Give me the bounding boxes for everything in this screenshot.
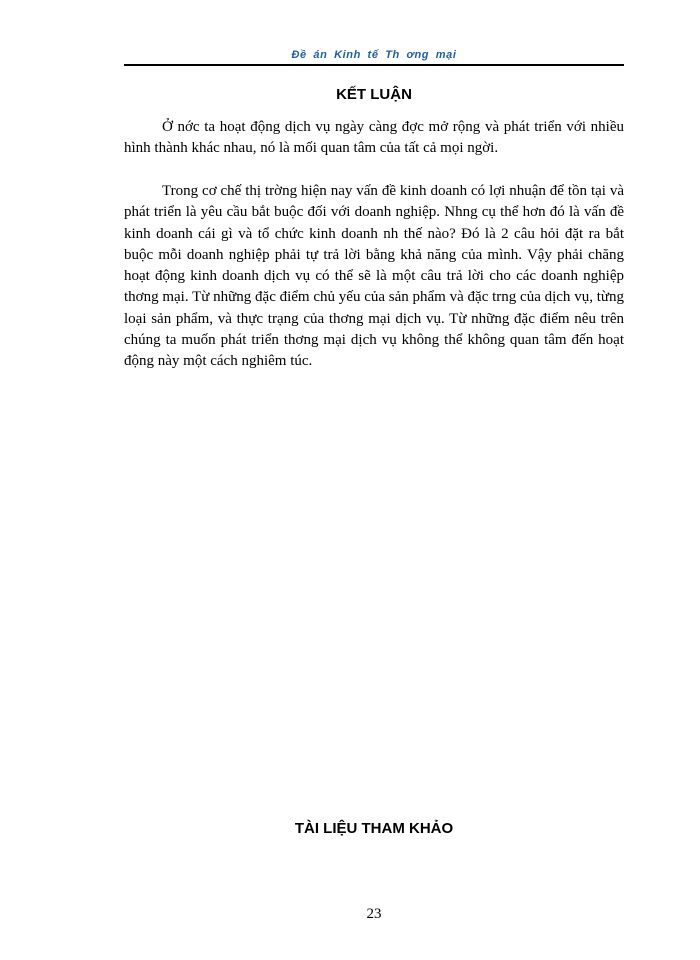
references-heading: TÀI LIỆU THAM KHẢO: [294, 820, 454, 837]
header-rule: [124, 64, 624, 66]
conclusion-paragraph-2: Trong cơ chế thị trờng hiện nay vấn đề kinh doanh có lợi nhuận để tồn tại và phát triển là yêu cầu bắt buộc đối với doanh nghiệp. Nhng cụ thể hơn đó là vấn đề kinh doanh cái gì và tổ chức kinh doanh nh thế nào? Đó là 2 câu hỏi đặt ra bắt buộc mỗi doanh nghiệp phải tự trả lời bằng khả năng của mình. Vậy phải chăng hoạt động kinh doanh dịch vụ có thể sẽ là một câu trả lời cho các doanh nghiệp thơng mại. Từ những đặc điểm chủ yếu của sản phẩm và đặc trng của dịch vụ, từng loại sản phẩm, và thực trạng của thơng mại dịch vụ. Từ những đặc điểm nêu trên chúng ta muốn phát triển thơng mại dịch vụ không thể không quan tâm đến hoạt động này một cách nghiêm túc.: [124, 183, 624, 370]
page-number: 23: [366, 906, 382, 922]
page-header: [124, 46, 624, 66]
conclusion-paragraph-1: Ở nớc ta hoạt động dịch vụ ngày càng đợc mở rộng và phát triển với nhiều hình thành khác nhau, nó là mối quan tâm của tất cả mọi ngời.: [124, 119, 624, 157]
header-title: Đề án Kinh tế Th ơng mại: [291, 49, 457, 61]
conclusion-heading: KẾT LUẬN: [336, 86, 412, 103]
